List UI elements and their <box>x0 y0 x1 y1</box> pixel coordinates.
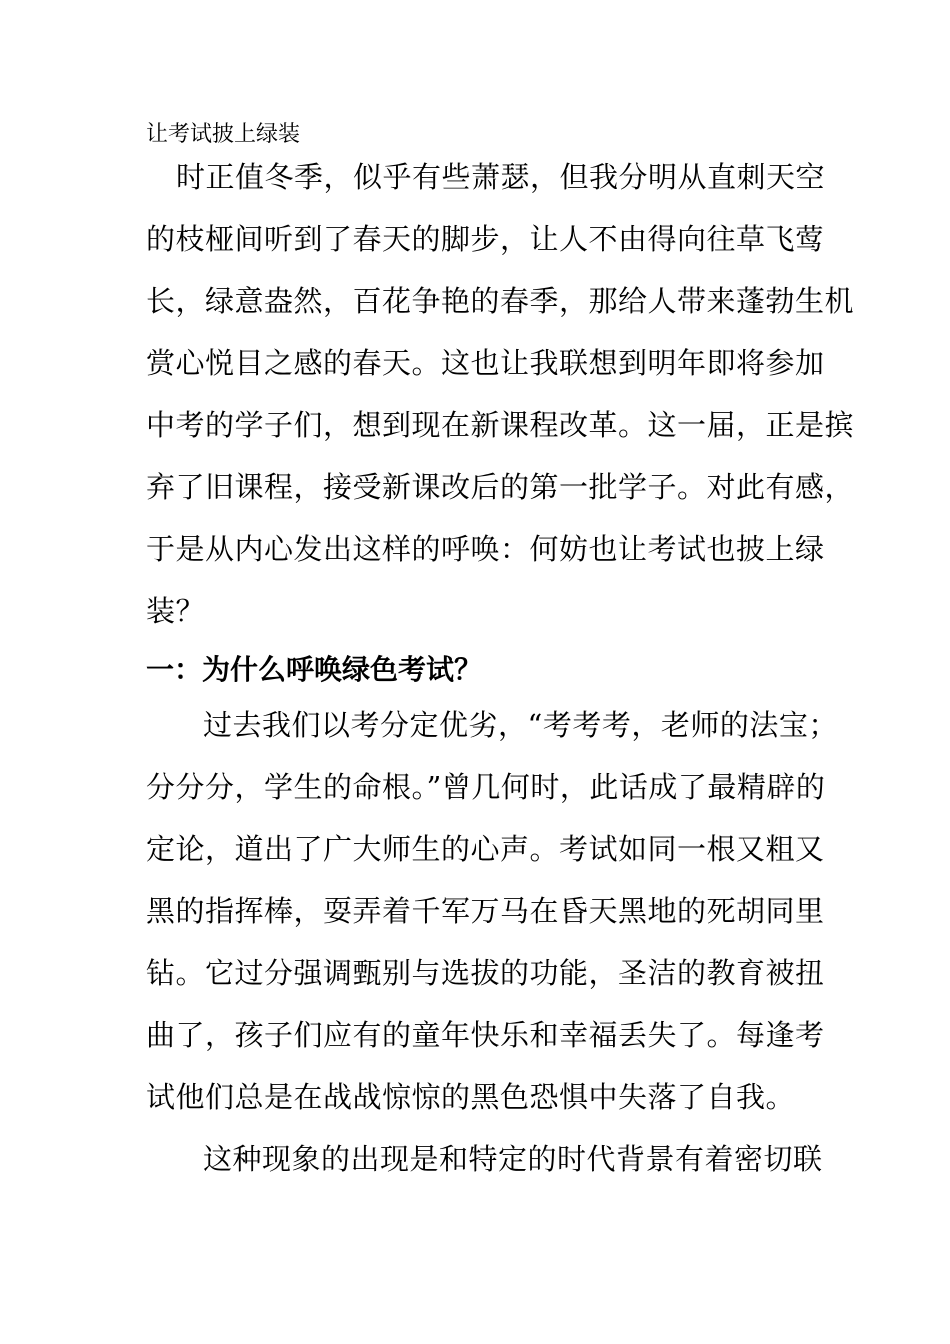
paragraph-1-line-8: 装？ <box>146 594 206 628</box>
paragraph-1-line-3: 长，绿意盎然，百花争艳的春季，那给人带来蓬勃生机 <box>146 284 855 318</box>
paragraph-1-line-5: 中考的学子们，想到现在新课程改革。这一届，正是摈 <box>146 408 855 442</box>
paragraph-1-line-1: 时正值冬季，似乎有些萧瑟，但我分明从直刺天空 <box>176 160 826 194</box>
paragraph-2-line-1: 过去我们以考分定优劣，“考考考，老师的法宝； <box>203 708 838 742</box>
paragraph-1-line-4: 赏心悦目之感的春天。这也让我联想到明年即将参加 <box>146 346 825 380</box>
paragraph-2-line-7: 试他们总是在战战惊惊的黑色恐惧中失落了自我。 <box>146 1080 796 1114</box>
paragraph-1-line-2: 的枝桠间听到了春天的脚步，让人不由得向往草飞莺 <box>146 222 825 256</box>
paragraph-2-line-4: 黑的指挥棒，耍弄着千军万马在昏天黑地的死胡同里 <box>146 894 825 928</box>
paragraph-1-line-6: 弃了旧课程，接受新课改后的第一批学子。对此有感， <box>146 470 855 504</box>
paragraph-2-line-6: 曲了，孩子们应有的童年快乐和幸福丢失了。每逢考 <box>146 1018 825 1052</box>
section-heading-1: 一：为什么呼唤绿色考试？ <box>146 653 483 686</box>
document-title: 让考试披上绿装 <box>146 122 301 147</box>
paragraph-1-line-7: 于是从内心发出这样的呼唤：何妨也让考试也披上绿 <box>146 532 825 566</box>
paragraph-2-line-2: 分分分，学生的命根。”曾几何时，此话成了最精辟的 <box>146 770 826 804</box>
paragraph-3-line-1: 这种现象的出现是和特定的时代背景有着密切联 <box>203 1142 823 1176</box>
paragraph-2-line-3: 定论，道出了广大师生的心声。考试如同一根又粗又 <box>146 832 825 866</box>
paragraph-2-line-5: 钻。它过分强调甄别与选拔的功能，圣洁的教育被扭 <box>146 956 825 990</box>
